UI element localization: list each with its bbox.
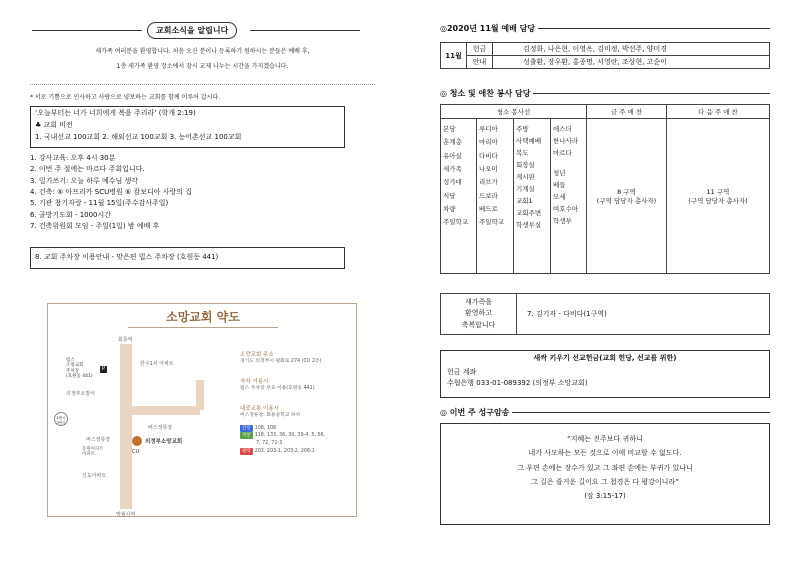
vision-items: 1. 국내선교 100교회 2. 해외선교 100교회 3. 농어촌선교 100교회 — [35, 132, 242, 141]
notice-title-pill — [147, 22, 237, 39]
map-title: 소망교회 약도 — [166, 310, 240, 324]
duty-item: 새가족 — [443, 164, 462, 173]
church-marker-icon — [132, 436, 142, 446]
table-row — [441, 119, 770, 274]
notice-item: 2. 이번 주 절에는 마르다 주회입니다. — [30, 165, 145, 174]
bus-lines — [240, 425, 355, 456]
duty-item: 교회주변 — [516, 209, 542, 218]
transit-info: 버스정류장: 회룡중학교 하차 — [240, 412, 301, 418]
duty-item: 본당 — [443, 125, 456, 133]
address-title: 소망교회 주소 — [240, 352, 274, 358]
duty-col — [551, 119, 587, 274]
role-cell: 헌금 — [467, 43, 493, 56]
mission-box — [440, 350, 770, 398]
notice-list — [30, 154, 360, 231]
duty-item: 에스더 — [553, 125, 572, 133]
newcomer-table — [440, 293, 770, 335]
col-area-header: 청소 봉사선 — [441, 105, 587, 119]
col-this-header: 금 주 애 찬 — [587, 105, 667, 119]
apartment-label: 동원아파트 아파트 — [82, 447, 104, 458]
duty-item: 마리아 — [479, 138, 498, 147]
duty-item: 마르다 — [553, 149, 572, 158]
vips-label: 빕스 소망교회 주차장 (호원동 441) — [66, 358, 93, 380]
duty-item: 베들 — [553, 181, 566, 190]
transit-title: 대중교통 이용시 — [240, 405, 279, 412]
newcomer-label-cell — [441, 294, 517, 335]
table-row — [441, 294, 770, 335]
schedule-heading-text: ◎2020년 11월 예배 담당 — [440, 24, 536, 33]
memory-line: 그 우편 손에는 장수가 있고 그 좌편 손에는 부귀가 있나니 — [517, 463, 693, 472]
welcome-line: 새가족 여러분을 환영합니다. 처음 오신 분이나 등록하기 원하시는 분들은 예배 후, — [95, 48, 310, 55]
duty-col — [441, 119, 477, 274]
bus-line — [240, 440, 355, 448]
duty-item: 게시판 — [516, 173, 535, 182]
church-label: 의정부소망교회 — [145, 439, 183, 445]
bus-tag: 광역 — [242, 448, 251, 454]
duty-item: 사택예배 — [516, 137, 542, 146]
parking-icon: P — [101, 366, 105, 372]
table-row — [441, 43, 770, 56]
table-row — [441, 105, 770, 119]
newcomer-label: 환영하고 — [464, 309, 493, 318]
welcome-text — [30, 48, 375, 70]
memory-line: 그 길은 즐거운 길이요 그 첩경은 다 평강이니라” — [531, 478, 679, 487]
apt-label: 한수1차 아파트 — [140, 361, 174, 367]
cu-label: CU — [132, 449, 140, 455]
memory-box — [440, 423, 770, 525]
duty-item: 한나사라 — [553, 137, 579, 146]
bus-tag: 간선 — [242, 425, 251, 431]
duty-item: 학생부 — [553, 217, 572, 226]
duty-item: 베드로 — [479, 204, 498, 213]
duty-heading-text: ◎ 청소 및 애찬 봉사 담당 — [440, 89, 531, 98]
vision-label: ♣ 교회 비전 — [35, 120, 73, 129]
newcomer-names: 7. 김기자 - 다비다(1구역) — [517, 294, 770, 335]
this-week-group: 8 구역 — [617, 188, 636, 196]
account-label: 헌금 계좌 — [447, 367, 477, 376]
memory-ref: (잠 3:15-17) — [584, 492, 626, 501]
duty-item: 청년 — [553, 169, 566, 178]
apartment-label: 신도아파트 — [82, 473, 107, 479]
duty-item: 주일학교 — [443, 218, 469, 227]
verse-box — [30, 106, 345, 148]
duty-item: 드보라 — [479, 191, 498, 200]
duty-item: 식당 — [443, 191, 456, 200]
cross-road — [132, 406, 200, 415]
duty-item: 다비다 — [479, 151, 498, 160]
bus-routes: 203, 203-1, 203-2, 206-1 — [254, 448, 315, 454]
divider — [128, 327, 278, 328]
duty-item: 리브가 — [479, 178, 498, 187]
month-cell: 11월 — [441, 43, 467, 69]
duty-item: 여호수아 — [553, 205, 579, 214]
divider — [30, 84, 375, 85]
duty-item: 루디아 — [479, 125, 498, 133]
this-week-cell — [587, 119, 667, 274]
account: 수협은행 033-01-089392 (의정부 소망교회) — [447, 378, 588, 387]
side-road — [196, 380, 204, 410]
notice-item: 4. 건축: ⑤ 아프리카 SCU병원 ⑥ 캄보디아 사랑의 집 — [30, 188, 193, 197]
notice-item: 6. 골방기도회 - 1000시간 — [30, 210, 112, 219]
bus-line — [240, 432, 355, 440]
names-cell: 성출환, 장우환, 홍종명, 서영란, 조상현, 고순이 — [493, 56, 770, 69]
bus-stop-label: 버스정류장 — [86, 437, 111, 443]
bottom-road-label: 망월사역 — [116, 512, 136, 518]
main-road — [120, 344, 132, 509]
car-title: 자차 이용시 — [240, 378, 269, 385]
memory-heading-text: ◎ 이번 주 성구암송 — [440, 408, 510, 417]
next-week-group: 11 구역 — [706, 188, 730, 196]
notice-item: 5. 기관 창기자랑 - 11월 15일(주수감사주일) — [30, 199, 169, 208]
notice-item: 7. 건축위원회 모임 - 주일(1일) 밤 예배 후 — [30, 222, 160, 231]
duty-item: 모세 — [553, 193, 566, 202]
schedule-table — [440, 42, 770, 69]
parking-notice: 8. 교회 주차장 이용안내 - 맞은편 빕스 주차장 (호원동 441) — [35, 253, 219, 261]
memory-heading — [440, 407, 770, 418]
this-week-note: (구역 담당자 총사자) — [596, 197, 657, 205]
table-row — [441, 56, 770, 69]
duty-item: 교회1 — [516, 197, 533, 206]
divider — [250, 30, 360, 31]
memory-line: “지혜는 진주보다 귀하니 — [567, 435, 643, 443]
mission-title: 새싹 키우기 선교헌금(교회 헌당, 선교를 위한) — [533, 354, 677, 362]
duty-item: 유아실 — [443, 151, 462, 160]
verse: ‘오늘부터는 너가 너희에게 복을 주리라’ (학개 2:19) — [35, 109, 196, 117]
notice-title: 교회소식을 알립니다 — [147, 22, 237, 39]
newcomer-label: 축복합니다 — [461, 320, 496, 329]
bus-line — [240, 448, 355, 456]
duty-item: 학생부실 — [516, 221, 542, 230]
memory-line: 네가 사모하는 모든 것으로 이에 비교할 수 없도다. — [528, 449, 682, 458]
duty-col — [477, 119, 514, 274]
map-info — [240, 352, 355, 455]
address: 경기도 의정부시 평화로 274 (CU 2층) — [240, 358, 322, 364]
bus-routes: 108, 108 — [254, 425, 277, 431]
duty-item: 주일학교 — [479, 218, 505, 227]
bus-line — [240, 425, 355, 433]
duty-item: 기계실 — [516, 185, 535, 194]
intro-text: * 서로 기쁨으로 인사하고 사랑으로 양보하는 교회를 함께 이루어 갑시다. — [30, 94, 221, 101]
names-cell: 김정화, 나은현, 이영옥, 김미정, 박선주, 양미경 — [493, 43, 770, 56]
schedule-heading — [440, 23, 770, 34]
road-sign-icon: 1번국 3번국 — [54, 412, 68, 426]
duty-heading — [440, 88, 770, 99]
newcomer-label: 새가족을 — [464, 298, 493, 307]
bus-stop-label: 버스정류장 — [148, 425, 173, 431]
duty-item: 훈계층 — [443, 138, 462, 147]
next-week-cell — [667, 119, 770, 274]
fire-station-label: 의정부소방서 — [66, 391, 95, 397]
duty-item: 회장실 — [516, 161, 535, 170]
top-road-label: 회룡역 — [118, 337, 133, 343]
car-info: 빕스 주차장 무료 이용(호원동 441) — [240, 385, 315, 391]
duty-item: 성가대 — [443, 178, 462, 187]
duty-item: 주방 — [516, 125, 529, 133]
duty-item: 나오미 — [479, 164, 498, 173]
bus-tag: 지선 — [242, 433, 251, 439]
col-next-header: 다 음 주 애 찬 — [667, 105, 770, 119]
notice-item: 1. 강사교육: 오후 4시 30분 — [30, 154, 116, 162]
parking-box — [30, 247, 345, 269]
next-week-note: (구역 담당자 총사자) — [688, 197, 748, 205]
duty-item — [553, 159, 584, 167]
bus-routes: 118, 133, 36, 30, 39-4, 5, 56, — [254, 433, 326, 439]
duty-item: 차량 — [443, 204, 456, 213]
duty-col — [514, 119, 551, 274]
role-cell: 안내 — [467, 56, 493, 69]
divider — [32, 30, 142, 31]
duty-table — [440, 104, 770, 274]
duty-item: 복도 — [516, 149, 529, 158]
map-panel — [47, 303, 357, 517]
welcome-line: 1층 새가족 환영 장소에서 잠시 교제 나누는 시간을 가지겠습니다. — [116, 62, 289, 70]
bus-routes: 7, 72, 72-3 — [256, 440, 283, 446]
notice-item: 3. 일기쓰기: 오늘 하루 예수님 생각 — [30, 176, 139, 185]
